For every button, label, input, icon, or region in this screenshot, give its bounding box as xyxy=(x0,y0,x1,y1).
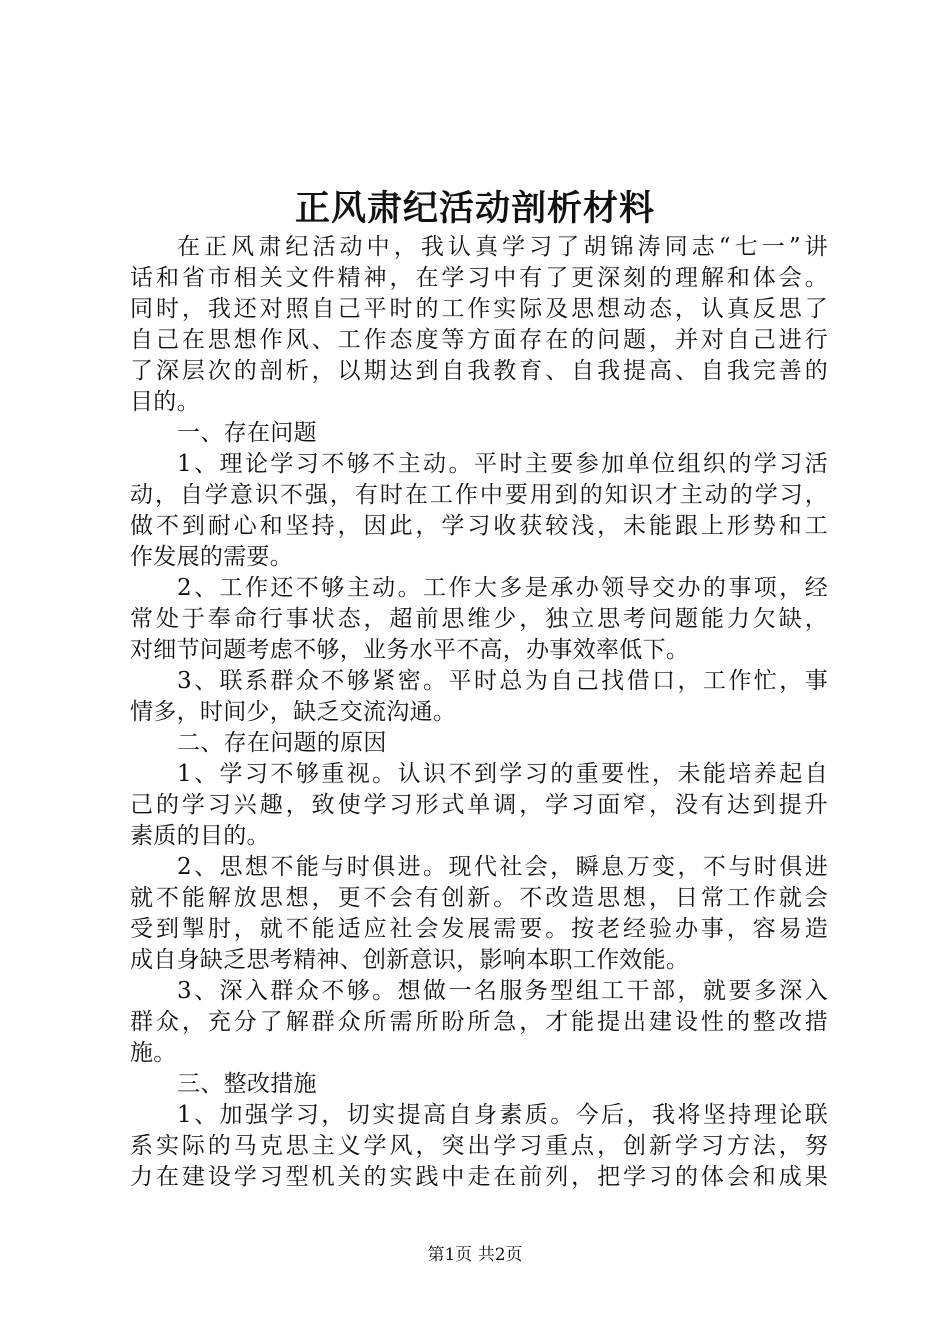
body-line: 2、工作还不够主动。工作大多是承办领导交办的事项，经 xyxy=(177,575,828,601)
body-line: 常处于奉命行事状态，超前思维少，独立思考问题能力欠缺， xyxy=(130,606,828,632)
body-line: 一、存在问题 xyxy=(177,420,317,446)
body-line: 就不能解放思想，更不会有创新。不改造思想，日常工作就会 xyxy=(130,885,828,911)
body-line: 3、深入群众不够。想做一名服务型组工干部，就要多深入 xyxy=(177,978,828,1004)
body-line: 1、学习不够重视。认识不到学习的重要性，未能培养起自 xyxy=(177,761,828,787)
page-footer: 第1页 共2页 xyxy=(427,1245,523,1265)
body-line: 受到掣肘，就不能适应社会发展需要。按老经验办事，容易造 xyxy=(130,916,828,942)
body-line: 做不到耐心和坚持，因此，学习收获较浅，未能跟上形势和工 xyxy=(130,513,828,539)
body-line: 同时，我还对照自己平时的工作实际及思想动态，认真反思了 xyxy=(130,296,828,322)
body-line: 群众，充分了解群众所需所盼所急，才能提出建设性的整改措 xyxy=(130,1009,828,1035)
body-line: 目的。 xyxy=(130,389,200,415)
body-line: 2、思想不能与时俱进。现代社会，瞬息万变，不与时俱进 xyxy=(177,854,828,880)
body-line: 1、理论学习不够不主动。平时主要参加单位组织的学习活 xyxy=(177,451,828,477)
body-line: 成自身缺乏思考精神、创新意识，影响本职工作效能。 xyxy=(130,947,690,973)
body-line: 己的学习兴趣，致使学习形式单调，学习面窄，没有达到提升 xyxy=(130,792,828,818)
body-line: 1、加强学习，切实提高自身素质。今后，我将坚持理论联 xyxy=(177,1102,828,1128)
document-body xyxy=(130,232,828,1193)
body-line: 力在建设学习型机关的实践中走在前列，把学习的体会和成果 xyxy=(130,1164,828,1190)
body-line: 话和省市相关文件精神，在学习中有了更深刻的理解和体会。 xyxy=(130,265,828,291)
body-line: 3、联系群众不够紧密。平时总为自己找借口，工作忙，事 xyxy=(177,668,828,694)
body-line: 了深层次的剖析，以期达到自我教育、自我提高、自我完善的 xyxy=(130,358,828,384)
body-line: 动，自学意识不强，有时在工作中要用到的知识才主动的学习， xyxy=(130,482,828,508)
body-line: 在正风肃纪活动中，我认真学习了胡锦涛同志“七一”讲 xyxy=(177,234,828,260)
body-line: 情多，时间少，缺乏交流沟通。 xyxy=(130,699,457,725)
body-line: 作发展的需要。 xyxy=(130,544,294,570)
body-line: 系实际的马克思主义学风，突出学习重点，创新学习方法，努 xyxy=(130,1133,828,1159)
body-line: 对细节问题考虑不够，业务水平不高，办事效率低下。 xyxy=(130,637,690,663)
body-line: 二、存在问题的原因 xyxy=(177,730,387,756)
body-line: 三、整改措施 xyxy=(177,1071,317,1097)
body-line: 施。 xyxy=(130,1040,177,1066)
body-line: 自己在思想作风、工作态度等方面存在的问题，并对自己进行 xyxy=(130,327,828,353)
document-title: 正风肃纪活动剖析材料 xyxy=(294,188,655,229)
body-line: 素质的目的。 xyxy=(130,823,270,849)
